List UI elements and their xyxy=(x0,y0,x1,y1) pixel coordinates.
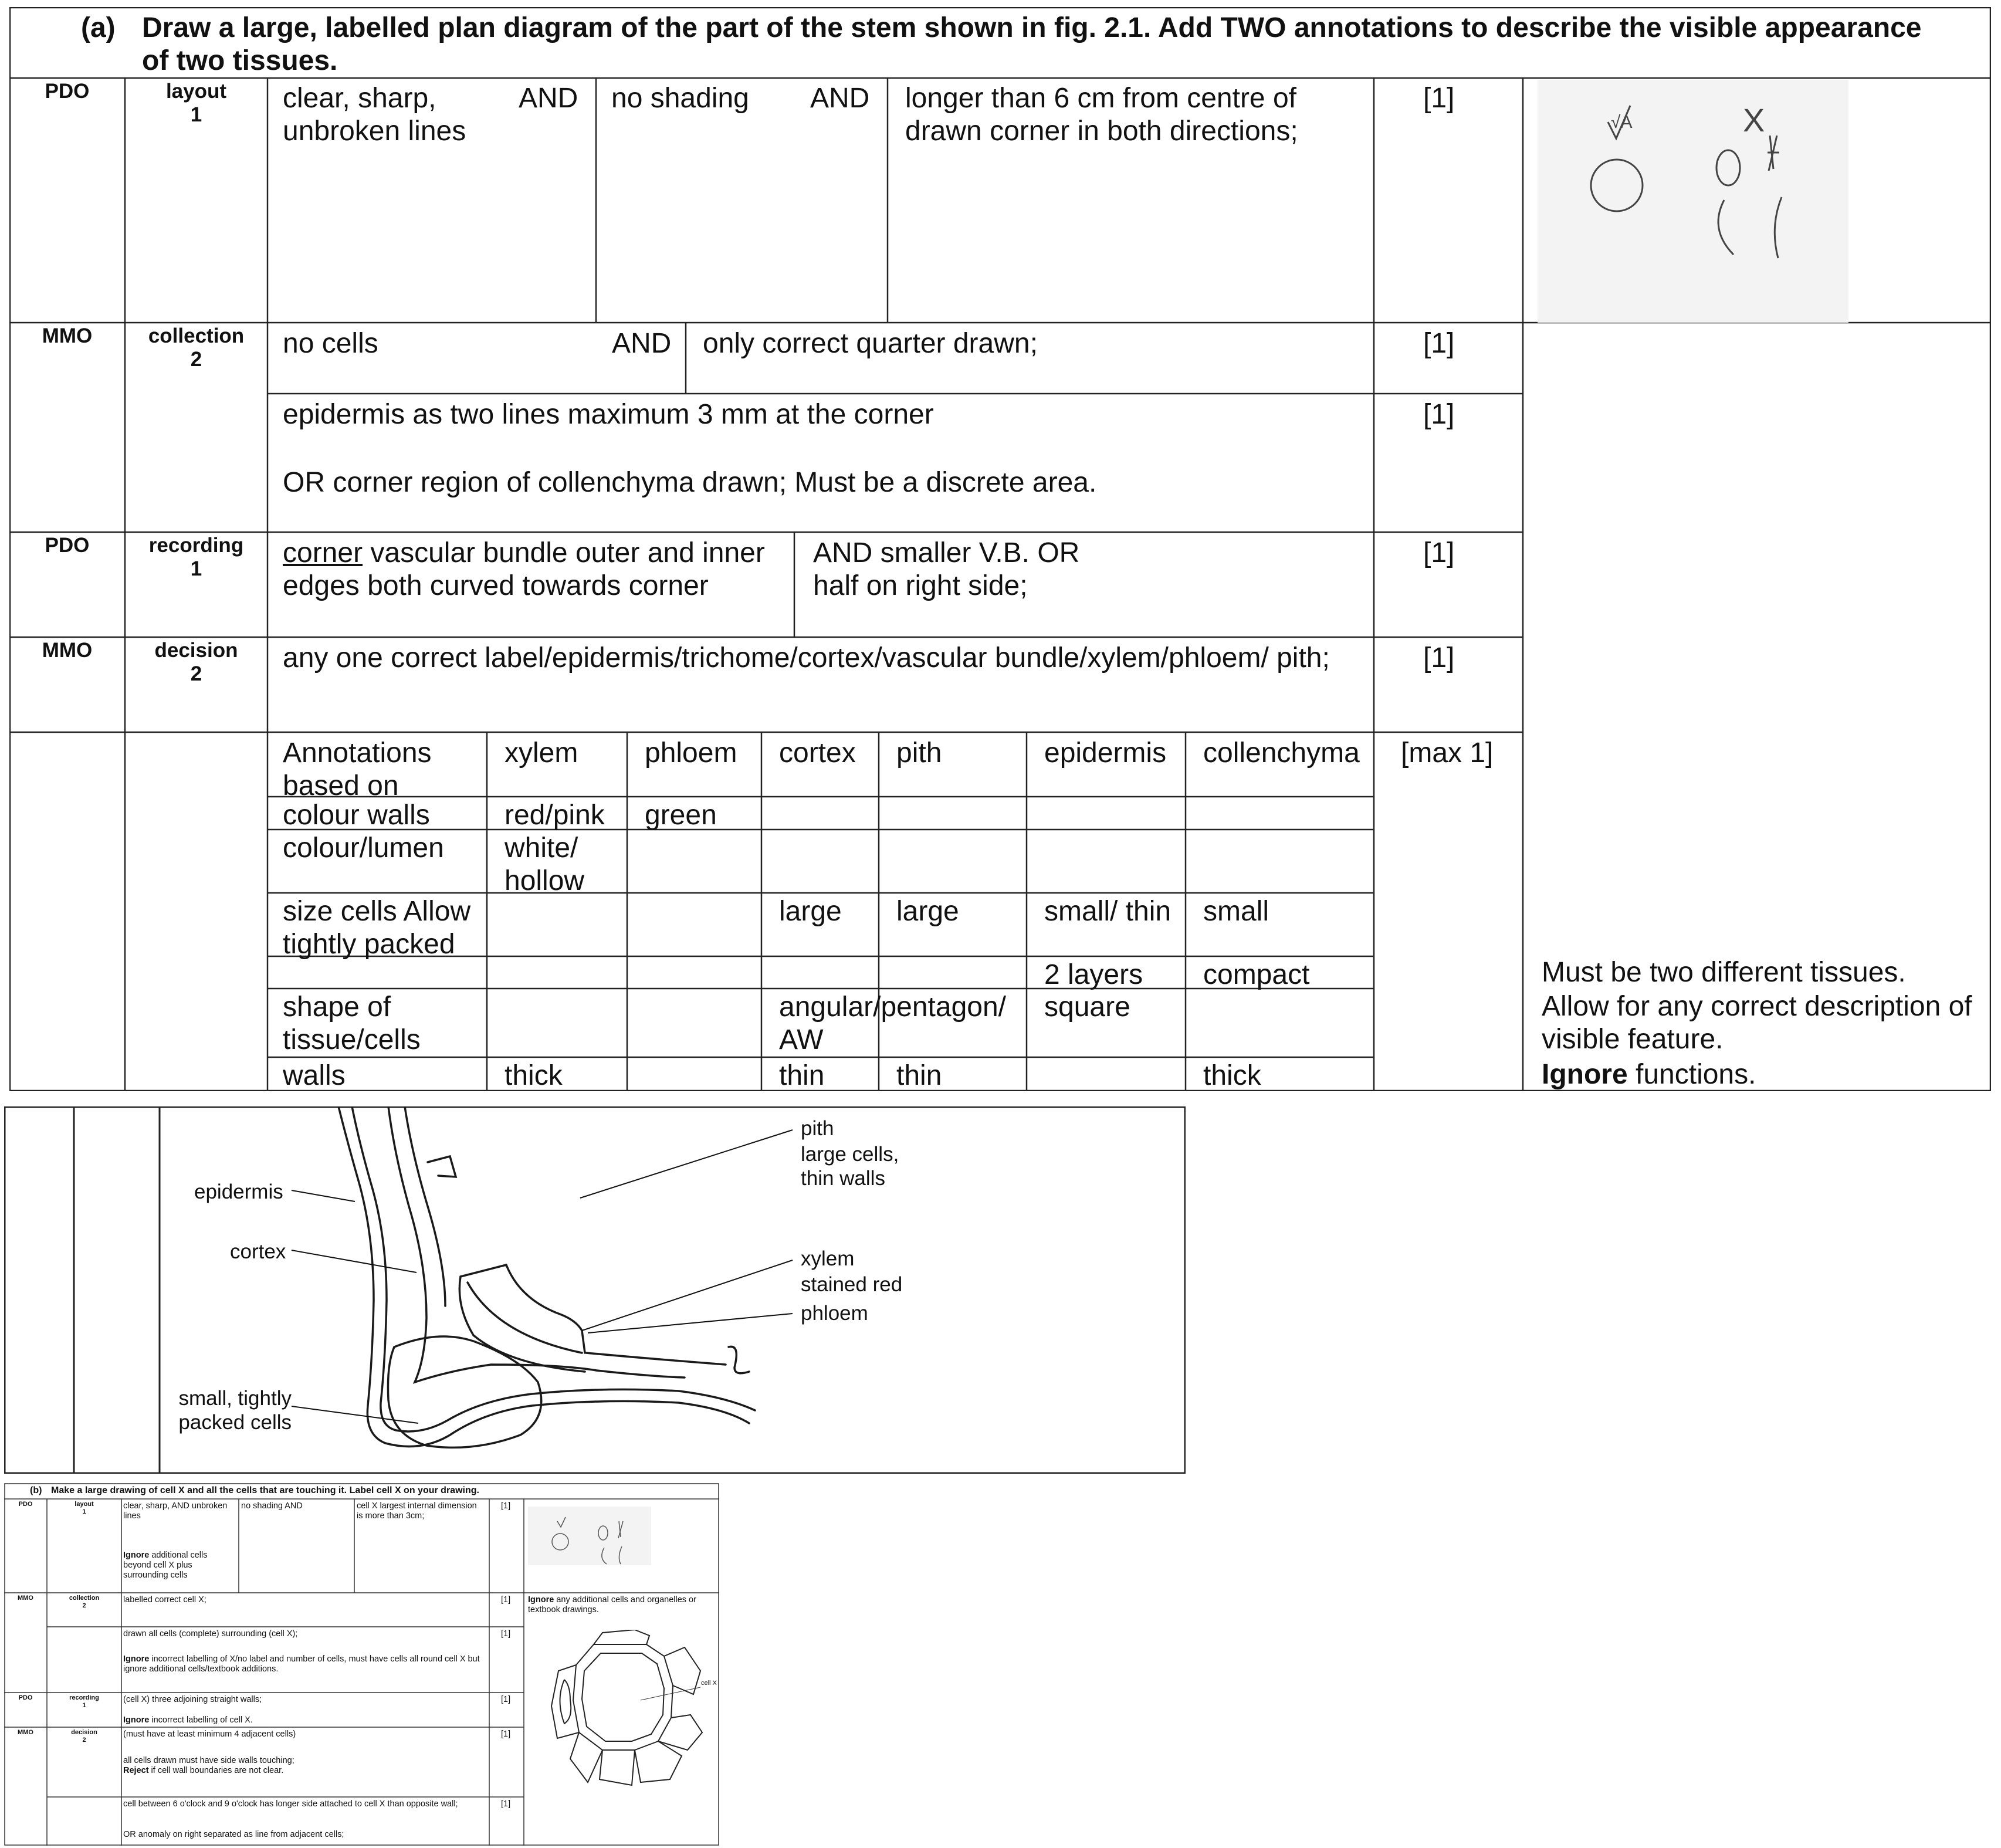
criterion-text: labelled correct cell X; xyxy=(123,1595,206,1605)
category-number: 1 xyxy=(190,103,202,126)
table-cell: walls xyxy=(283,1060,346,1091)
category-name: collection xyxy=(69,1595,100,1602)
scanned-sample-image xyxy=(1538,80,1848,323)
mark-value: [1] xyxy=(1423,83,1455,114)
ignore-keyword: Ignore xyxy=(528,1595,554,1605)
label-epidermis: epidermis xyxy=(194,1180,283,1203)
guidance-note: Allow for any correct description of visible feature. xyxy=(1542,991,1972,1055)
mark-value: [1] xyxy=(1423,399,1455,430)
mark-value: [max 1] xyxy=(1401,737,1494,769)
table-header: Annotations based on xyxy=(283,737,432,802)
label-xylem: xylem xyxy=(801,1247,855,1270)
skill-code: MMO xyxy=(18,1729,33,1736)
tick-mark: √A xyxy=(1611,113,1633,132)
underlined-keyword: corner xyxy=(283,537,363,568)
criterion-text: (cell X) three adjoining straight walls; xyxy=(123,1695,262,1704)
criterion-text xyxy=(123,1766,283,1776)
guidance-note: Must be two different tissues. xyxy=(1542,957,1906,988)
criterion-text: cell X largest internal dimension is more than 3cm; xyxy=(357,1501,477,1521)
table-cell: size cells Allow tightly packed xyxy=(283,896,471,960)
ignore-keyword: Ignore xyxy=(123,1715,150,1725)
skill-code: MMO xyxy=(18,1595,33,1602)
part-b-letter: (b) xyxy=(30,1485,42,1495)
skill-code: PDO xyxy=(45,534,90,557)
category-name: recording xyxy=(148,534,244,557)
mark-value: [1] xyxy=(1423,328,1455,359)
criterion-text: no cells xyxy=(283,328,378,359)
table-cell: thick xyxy=(505,1060,563,1091)
mark-value: [1] xyxy=(1423,537,1455,568)
table-cell: thick xyxy=(1203,1060,1261,1091)
category-number: 1 xyxy=(82,1702,86,1709)
criterion-text: no shading xyxy=(611,83,749,114)
example-plan-diagram xyxy=(4,1106,1186,1474)
label-pith: pith xyxy=(801,1117,834,1140)
criterion-text: epidermis as two lines maximum 3 mm at the corner xyxy=(283,399,934,430)
part-a-question: Draw a large, labelled plan diagram of the part of the stem shown in fig. 2.1. Add TWO annotations to describe the visible appearance of two tissues. xyxy=(142,12,1922,77)
criterion-text: drawn all cells (complete) surrounding (cell X); xyxy=(123,1629,298,1639)
criterion-text xyxy=(123,1654,481,1674)
table-cell: 2 layers xyxy=(1044,959,1143,990)
ignore-keyword: Ignore xyxy=(123,1654,150,1664)
table-header: phloem xyxy=(645,737,737,769)
label-phloem: phloem xyxy=(801,1302,868,1325)
category-name: layout xyxy=(75,1501,94,1508)
guidance-note xyxy=(528,1595,716,1615)
skill-code: MMO xyxy=(42,639,93,662)
cell-x-label: cell X xyxy=(701,1680,717,1687)
category-name: collection xyxy=(148,324,245,347)
skill-code: PDO xyxy=(18,1694,33,1701)
category-number: 2 xyxy=(82,1602,86,1609)
reject-keyword: Reject xyxy=(123,1766,149,1775)
label-xylem-desc: stained red xyxy=(801,1273,903,1296)
label-small-cells: small, tightly packed cells xyxy=(178,1387,292,1434)
table-cell: thin xyxy=(896,1060,942,1091)
skill-code: MMO xyxy=(42,324,93,347)
criterion-text: clear, sharp, unbroken lines xyxy=(283,83,466,147)
label-pith-desc: large cells, thin walls xyxy=(801,1143,899,1190)
scanned-sample-image xyxy=(528,1507,651,1565)
table-cell: small/ thin xyxy=(1044,896,1172,927)
cross-mark: X xyxy=(1743,101,1765,138)
and-connector: AND xyxy=(519,83,578,114)
and-connector: AND xyxy=(810,83,870,114)
criterion-text: only correct quarter drawn; xyxy=(703,328,1038,359)
table-cell: square xyxy=(1044,991,1130,1023)
label-cortex: cortex xyxy=(230,1240,286,1263)
criterion-text: OR anomaly on right separated as line from adjacent cells; xyxy=(123,1830,344,1839)
table-cell: thin xyxy=(779,1060,825,1091)
mark-value: [1] xyxy=(1423,642,1455,673)
handwritten-marks-image xyxy=(1538,80,1848,323)
category-name: layout xyxy=(165,80,227,103)
category-number: 2 xyxy=(190,348,202,371)
table-cell: white/ hollow xyxy=(505,832,585,897)
category-number: 1 xyxy=(190,557,202,580)
criterion-text: clear, sharp, AND unbroken lines xyxy=(123,1501,228,1521)
mark-value: [1] xyxy=(501,1629,511,1639)
table-cell: large xyxy=(779,896,842,927)
criterion-text: longer than 6 cm from centre of drawn corner in both directions; xyxy=(905,83,1298,147)
guidance-rest: any additional cells and organelles or textbook drawings. xyxy=(528,1595,696,1615)
table-header: pith xyxy=(896,737,942,769)
criterion-text xyxy=(123,1715,253,1725)
criterion-text: no shading AND xyxy=(241,1501,303,1511)
criterion-text: AND smaller V.B. OR half on right side; xyxy=(813,537,1080,602)
table-header: cortex xyxy=(779,737,856,769)
category-name: decision xyxy=(71,1729,97,1736)
criterion-text: cell between 6 o'clock and 9 o'clock has longer side attached to cell X than opposite wall; xyxy=(123,1799,458,1809)
table-cell: green xyxy=(645,800,717,831)
skill-code: PDO xyxy=(45,80,90,103)
part-a-mark-scheme xyxy=(9,7,1991,1091)
mark-value: [1] xyxy=(501,1501,511,1511)
table-cell: shape of tissue/cells xyxy=(283,991,421,1056)
table-cell: angular/pentagon/ AW xyxy=(779,991,1006,1056)
guidance-note xyxy=(1542,1058,1756,1091)
criterion-text: (must have at least minimum 4 adjacent cells) xyxy=(123,1729,296,1739)
table-header: xylem xyxy=(505,737,578,769)
part-a-letter: (a) xyxy=(81,12,116,43)
and-connector: AND xyxy=(612,328,672,359)
criterion-rest: incorrect labelling of X/no label and number of cells, must have cells all round cell X but ignore additional cells/textbook additions. xyxy=(123,1654,480,1674)
table-cell: red/pink xyxy=(505,800,605,831)
category-number: 1 xyxy=(82,1508,86,1515)
criterion-rest: incorrect labelling of cell X. xyxy=(149,1715,253,1725)
criterion-text xyxy=(123,1551,232,1580)
skill-code: PDO xyxy=(18,1501,33,1508)
criterion-text xyxy=(283,537,781,603)
table-cell: compact xyxy=(1203,959,1310,990)
handwritten-marks-image xyxy=(528,1507,651,1565)
table-cell: small xyxy=(1203,896,1269,927)
criterion-rest: if cell wall boundaries are not clear. xyxy=(148,1766,284,1775)
criterion-text: any one correct label/epidermis/trichome/cortex/vascular bundle/xylem/phloem/ pith; xyxy=(283,642,1330,673)
part-b-question: Make a large drawing of cell X and all the cells that are touching it. Label cell X on your drawing. xyxy=(51,1485,479,1495)
table-cell: colour walls xyxy=(283,800,430,831)
mark-value: [1] xyxy=(501,1695,511,1704)
category-number: 2 xyxy=(82,1737,86,1744)
guidance-rest: functions. xyxy=(1627,1059,1756,1090)
criterion-text: all cells drawn must have side walls touching; xyxy=(123,1756,294,1765)
table-header: collenchyma xyxy=(1203,737,1360,769)
mark-value: [1] xyxy=(501,1729,511,1739)
criterion-rest: vascular bundle outer and inner edges both curved towards corner xyxy=(283,537,765,602)
mark-value: [1] xyxy=(501,1799,511,1809)
part-b-mark-scheme xyxy=(4,1483,719,1846)
ignore-keyword: Ignore xyxy=(1542,1059,1628,1090)
table-header: epidermis xyxy=(1044,737,1167,769)
ignore-keyword: Ignore xyxy=(123,1551,150,1560)
cell-x-drawing xyxy=(547,1630,708,1806)
category-number: 2 xyxy=(190,662,202,685)
table-cell: colour/lumen xyxy=(283,832,444,864)
criterion-rest: additional cells beyond cell X plus surrounding cells xyxy=(123,1551,208,1580)
mark-value: [1] xyxy=(501,1595,511,1605)
category-name: recording xyxy=(69,1694,99,1701)
criterion-text: OR corner region of collenchyma drawn; Must be a discrete area. xyxy=(283,467,1097,498)
category-name: decision xyxy=(154,639,238,662)
table-cell: large xyxy=(896,896,959,927)
